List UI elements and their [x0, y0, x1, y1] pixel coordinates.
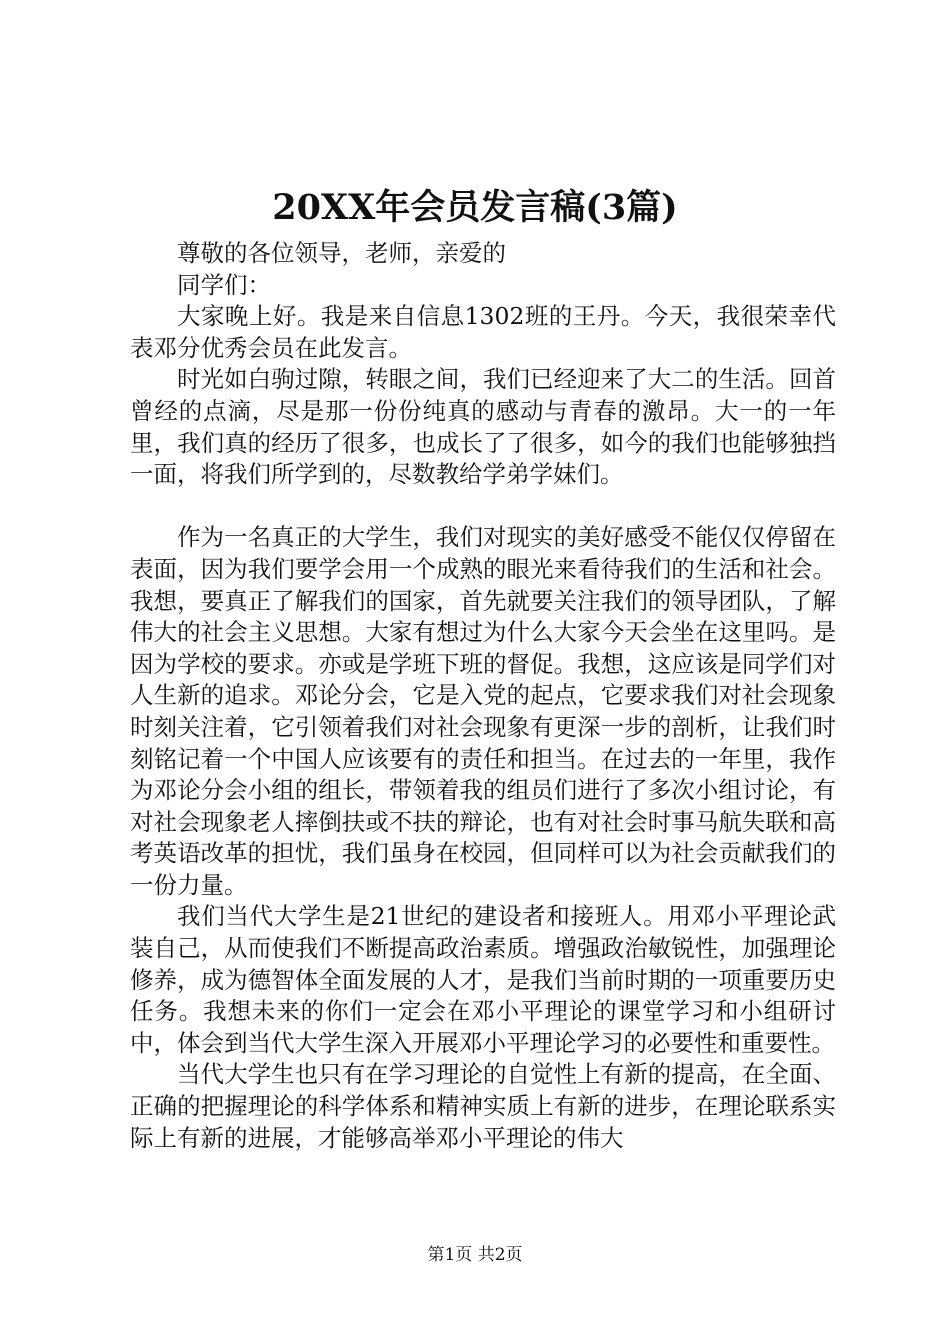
page-footer: 第1页 共2页 [427, 1245, 523, 1265]
blank-line [130, 491, 836, 523]
paragraph-greeting: 大家晚上好。我是来自信息1302班的王丹。今天，我很荣幸代表邓分优秀会员在此发言。 [130, 302, 836, 362]
paragraph-time: 时光如白驹过隙，转眼之间，我们已经迎来了大二的生活。回首曾经的点滴，尽是那一份份纯真的感动与青春的激昂。大一的一年里，我们真的经历了很多，也成长了了很多，如今的我们也能够独挡一面，将我们所学到的，尽数教给学弟学妹们。 [130, 365, 836, 489]
salutation-line-2: 同学们： [177, 270, 271, 299]
paragraph-contemporary-students: 我们当代大学生是21世纪的建设者和接班人。用邓小平理论武装自己，从而使我们不断提高政治素质。增强政治敏锐性，加强理论修养，成为德智体全面发展的人才，是我们当前时期的一项重要历史任务。我想未来的你们一定会在邓小平理论的课堂学习和小组研讨中，体会到当代大学生深入开展邓小平理论学习的必要性和重要性。 [130, 902, 836, 1057]
document-title: 20XX年会员发言稿(3篇) [272, 187, 678, 228]
paragraph-theory-study: 当代大学生也只有在学习理论的自觉性上有新的提高，在全面、正确的把握理论的科学体系和精神实质上有新的进步，在理论联系实际上有新的进展，才能够高举邓小平理论的伟大 [130, 1060, 836, 1152]
salutation-line-1: 尊敬的各位领导，老师，亲爱的 [177, 239, 506, 267]
paragraph-student-role: 作为一名真正的大学生，我们对现实的美好感受不能仅仅停留在表面，因为我们要学会用一个成熟的眼光来看待我们的生活和社会。我想，要真正了解我们的国家，首先就要关注我们的领导团队，了解伟大的社会主义思想。大家有想过为什么大家今天会坐在这里吗。是因为学校的要求。亦或是学班下班的督促。我想，这应该是同学们对人生新的追求。邓论分会，它是入党的起点，它要求我们对社会现象时刻关注着，它引领着我们对社会现象有更深一步的剖析，让我们时刻铭记着一个中国人应该要有的责任和担当。在过去的一年里，我作为邓论分会小组的组长，带领着我的组员们进行了多次小组讨论，有对社会现象老人摔倒扶或不扶的辩论，也有对社会时事马航失联和高考英语改革的担忧，我们虽身在校园，但同样可以为社会贡献我们的一份力量。 [130, 523, 836, 899]
document-body [130, 238, 836, 1154]
